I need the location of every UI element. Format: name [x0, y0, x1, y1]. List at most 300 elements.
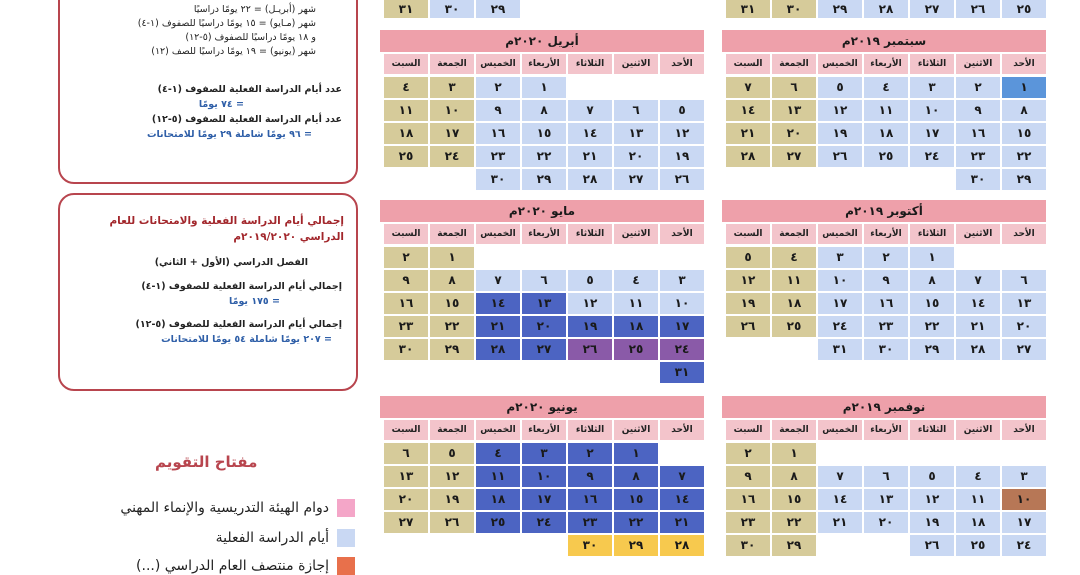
summary-line: عدد أيام الدراسة الفعلية للصفوف (١-٤) [157, 84, 342, 95]
weekday-label: الأربعاء [864, 420, 908, 440]
day-cell: ٣ [818, 247, 862, 268]
summary-line: شهر (مـايو) = ١٥ يومًا دراسيًا للصفوف (١-٤) [137, 18, 316, 29]
day-cell [726, 339, 770, 360]
month-title: سبتمبر ٢٠١٩م [722, 30, 1046, 52]
calendar-april-2020 [380, 30, 704, 190]
day-cell: ٧ [568, 100, 612, 121]
summary-heading: إجمالي أيام الدراسة الفعلية والامتحانات للعام [109, 215, 344, 227]
calendar-cell: ٣١ [384, 0, 428, 18]
day-cell: ٢ [726, 443, 770, 464]
weekday-label: الأربعاء [522, 54, 566, 74]
weekday-label: الخميس [818, 54, 862, 74]
day-cell: ٦ [1002, 270, 1046, 291]
weekday-label: الأحد [660, 224, 704, 244]
day-cell: ٢٠ [864, 512, 908, 533]
day-cell: ١٤ [476, 293, 520, 314]
day-cell: ٢٤ [910, 146, 954, 167]
day-cell: ١٢ [568, 293, 612, 314]
day-cell: ١٤ [660, 489, 704, 510]
weekday-label: الأربعاء [522, 224, 566, 244]
calendar-november-2019 [722, 396, 1046, 556]
day-cell: ١ [772, 443, 816, 464]
day-cell: ٢٤ [430, 146, 474, 167]
day-cell: ٩ [476, 100, 520, 121]
day-cell: ٢٣ [568, 512, 612, 533]
summary-line: شهر (أبريـل) = ٢٢ يومًا دراسيًا [193, 4, 316, 15]
day-cell: ١٦ [956, 123, 1000, 144]
day-cell: ٥ [818, 77, 862, 98]
day-cell: ١٨ [614, 316, 658, 337]
weekday-label: الجمعة [430, 420, 474, 440]
weekday-label: الخميس [476, 54, 520, 74]
calendar-cell [614, 0, 658, 18]
weekday-label: الخميس [818, 420, 862, 440]
weekday-header [380, 224, 704, 244]
legend-swatch [337, 499, 355, 517]
day-cell: ٢٤ [1002, 535, 1046, 556]
day-cell: ١٤ [568, 123, 612, 144]
day-cell: ٣ [910, 77, 954, 98]
day-cell [522, 362, 566, 383]
weekday-label: الخميس [476, 224, 520, 244]
summary-value: = ١٧٥ يومًا [229, 296, 280, 307]
day-cell: ٢٠ [522, 316, 566, 337]
day-cell: ١١ [956, 489, 1000, 510]
day-cell: ٣ [522, 443, 566, 464]
summary-line: عدد أيام الدراسة الفعلية للصفوف (٥-١٢) [151, 114, 342, 125]
day-cell [660, 443, 704, 464]
day-cell [476, 535, 520, 556]
calendar-cell: ٢٦ [956, 0, 1000, 18]
day-cell: ٨ [522, 100, 566, 121]
day-cell [956, 443, 1000, 464]
weekday-label: الاثنين [614, 54, 658, 74]
day-cell: ٦ [384, 443, 428, 464]
day-cell: ٢٦ [910, 535, 954, 556]
day-cell: ١٣ [864, 489, 908, 510]
day-cell: ٣٠ [384, 339, 428, 360]
day-cell: ٢ [956, 77, 1000, 98]
calendar-june-2020 [380, 396, 704, 556]
day-cell: ٨ [772, 466, 816, 487]
day-cell: ٢٤ [660, 339, 704, 360]
day-cell: ١٠ [430, 100, 474, 121]
day-cell: ١٠ [1002, 489, 1046, 510]
day-cell [910, 443, 954, 464]
day-cell: ٩ [568, 466, 612, 487]
legend-item [136, 557, 355, 575]
day-cell: ٨ [614, 466, 658, 487]
day-cell: ٢٩ [430, 339, 474, 360]
day-cell: ٢٣ [476, 146, 520, 167]
calendar-cell: ٣٠ [772, 0, 816, 18]
calendar-cell [568, 0, 612, 18]
calendar-cell [660, 0, 704, 18]
top-strip-right [722, 0, 1046, 18]
day-cell [568, 77, 612, 98]
weekday-label: الجمعة [772, 224, 816, 244]
day-cell: ٢٣ [726, 512, 770, 533]
day-cell: ١٧ [818, 293, 862, 314]
summary-value: = ٧٤ يومًا [198, 99, 244, 110]
day-cell: ٩ [864, 270, 908, 291]
day-cell: ٢٢ [1002, 146, 1046, 167]
day-cell: ٢٧ [522, 339, 566, 360]
day-cell [384, 169, 428, 190]
weekday-label: الثلاثاء [568, 420, 612, 440]
day-cell: ١٤ [726, 100, 770, 121]
day-cell: ٢٢ [614, 512, 658, 533]
weekday-label: الثلاثاء [910, 224, 954, 244]
day-cell: ٢٠ [772, 123, 816, 144]
day-cell: ٢٨ [476, 339, 520, 360]
day-cell: ١٢ [660, 123, 704, 144]
day-cell: ٣١ [660, 362, 704, 383]
day-cell: ٢٩ [910, 339, 954, 360]
day-grid [722, 443, 1046, 556]
weekday-label: الأحد [660, 54, 704, 74]
day-cell: ١٠ [818, 270, 862, 291]
day-cell: ٢٩ [1002, 169, 1046, 190]
day-cell [660, 77, 704, 98]
day-cell: ٢٩ [614, 535, 658, 556]
day-cell: ٢٨ [726, 146, 770, 167]
day-cell: ٣ [660, 270, 704, 291]
weekday-header [722, 224, 1046, 244]
day-cell: ٧ [726, 77, 770, 98]
day-cell: ٢٧ [772, 146, 816, 167]
day-cell [384, 362, 428, 383]
day-cell: ٢٠ [1002, 316, 1046, 337]
day-cell: ٢٦ [726, 316, 770, 337]
day-cell: ١٣ [614, 123, 658, 144]
day-cell: ١٩ [568, 316, 612, 337]
day-cell: ١١ [384, 100, 428, 121]
day-cell: ٨ [910, 270, 954, 291]
weekday-label: الثلاثاء [568, 54, 612, 74]
day-cell: ١ [522, 77, 566, 98]
day-cell [568, 247, 612, 268]
day-grid [722, 77, 1046, 190]
day-grid [380, 443, 704, 556]
day-cell: ٧ [660, 466, 704, 487]
month-title: يونيو ٢٠٢٠م [380, 396, 704, 418]
weekday-label: الأربعاء [864, 224, 908, 244]
day-cell: ١٠ [910, 100, 954, 121]
day-cell: ٢ [864, 247, 908, 268]
day-cell: ٢٥ [772, 316, 816, 337]
weekday-label: الخميس [476, 420, 520, 440]
day-cell: ١٣ [1002, 293, 1046, 314]
calendar-october-2019 [722, 200, 1046, 360]
legend-label: دوام الهيئة التدريسية والإنماء المهني [120, 500, 329, 516]
day-cell: ٨ [1002, 100, 1046, 121]
day-cell: ١٠ [660, 293, 704, 314]
day-cell: ١٩ [818, 123, 862, 144]
day-cell [614, 77, 658, 98]
day-cell: ٤ [614, 270, 658, 291]
weekday-label: الثلاثاء [910, 420, 954, 440]
day-cell: ٢٦ [568, 339, 612, 360]
day-cell [476, 247, 520, 268]
day-cell [956, 247, 1000, 268]
weekday-label: الاثنين [614, 224, 658, 244]
weekday-label: السبت [726, 224, 770, 244]
day-cell: ٤ [476, 443, 520, 464]
day-cell [522, 535, 566, 556]
day-cell [772, 169, 816, 190]
day-cell [1002, 443, 1046, 464]
day-cell: ١٩ [660, 146, 704, 167]
day-grid [722, 247, 1046, 360]
day-cell: ٤ [384, 77, 428, 98]
day-cell: ٤ [864, 77, 908, 98]
weekday-label: الجمعة [772, 420, 816, 440]
day-cell: ١٨ [476, 489, 520, 510]
day-cell [660, 247, 704, 268]
day-cell: ٢٢ [522, 146, 566, 167]
day-cell: ١٩ [726, 293, 770, 314]
day-cell: ٢٧ [1002, 339, 1046, 360]
calendar-cell: ٢٥ [1002, 0, 1046, 18]
weekday-label: الأحد [660, 420, 704, 440]
day-cell: ١٤ [818, 489, 862, 510]
day-cell [864, 443, 908, 464]
day-cell: ١٥ [614, 489, 658, 510]
legend-item [120, 499, 355, 517]
day-cell: ٢٣ [956, 146, 1000, 167]
legend-label: أيام الدراسة الفعلية [215, 530, 329, 546]
calendar-cell: ٢٩ [476, 0, 520, 18]
day-cell: ٩ [956, 100, 1000, 121]
calendar-september-2019 [722, 30, 1046, 190]
day-cell: ٦ [772, 77, 816, 98]
day-grid [380, 247, 704, 383]
summary-value: = ٩٦ يومًا شاملة ٢٩ يومًا للامتحانات [146, 129, 312, 140]
day-cell: ٤ [956, 466, 1000, 487]
weekday-label: الثلاثاء [568, 224, 612, 244]
weekday-label: السبت [384, 420, 428, 440]
day-cell: ٩ [726, 466, 770, 487]
day-cell: ١٢ [430, 466, 474, 487]
day-cell: ٢٩ [772, 535, 816, 556]
day-cell: ٦ [522, 270, 566, 291]
day-cell: ١٧ [910, 123, 954, 144]
day-cell: ١٦ [384, 293, 428, 314]
day-cell: ١٠ [522, 466, 566, 487]
day-cell [864, 535, 908, 556]
day-cell: ٩ [384, 270, 428, 291]
day-cell: ١٢ [726, 270, 770, 291]
legend-label: إجازة منتصف العام الدراسي (...) [136, 558, 329, 574]
weekday-label: السبت [726, 420, 770, 440]
day-cell: ٢١ [476, 316, 520, 337]
day-cell: ٢ [568, 443, 612, 464]
day-cell: ٢٦ [660, 169, 704, 190]
weekday-label: الاثنين [956, 420, 1000, 440]
day-cell: ٣ [430, 77, 474, 98]
day-cell: ٢٣ [384, 316, 428, 337]
summary-heading: الدراسي ٢٠١٩/٢٠٢٠م [233, 231, 344, 243]
day-cell: ١٩ [910, 512, 954, 533]
weekday-header [722, 420, 1046, 440]
day-cell: ٨ [430, 270, 474, 291]
calendar-cell: ٢٨ [864, 0, 908, 18]
summary-line: إجمالي أيام الدراسة الفعلية للصفوف (٥-١٢) [135, 319, 342, 330]
day-cell: ٢٥ [476, 512, 520, 533]
calendar-cell: ٢٧ [910, 0, 954, 18]
day-cell: ١٣ [772, 100, 816, 121]
month-title: أكتوبر ٢٠١٩م [722, 200, 1046, 222]
day-cell: ٧ [476, 270, 520, 291]
day-cell: ٢٦ [818, 146, 862, 167]
legend-item [216, 529, 355, 547]
weekday-label: الأحد [1002, 420, 1046, 440]
day-cell: ٢٤ [522, 512, 566, 533]
day-cell: ٢٥ [384, 146, 428, 167]
day-cell: ٢٢ [772, 512, 816, 533]
day-cell: ٢٥ [864, 146, 908, 167]
day-cell: ٢٢ [430, 316, 474, 337]
legend-swatch [337, 529, 355, 547]
day-cell: ١١ [864, 100, 908, 121]
day-cell: ٢٩ [522, 169, 566, 190]
weekday-label: الجمعة [430, 224, 474, 244]
day-cell: ٥ [910, 466, 954, 487]
top-strip-left [380, 0, 704, 18]
day-cell: ٢١ [726, 123, 770, 144]
day-cell [726, 169, 770, 190]
summary-value: = ٢٠٧ يومًا شاملة ٥٤ يومًا للامتحانات [161, 334, 332, 345]
day-cell: ٢٢ [910, 316, 954, 337]
legend-swatch [337, 557, 355, 575]
day-cell [430, 535, 474, 556]
day-cell: ١١ [614, 293, 658, 314]
day-cell: ١٢ [818, 100, 862, 121]
day-cell: ٢٣ [864, 316, 908, 337]
day-cell: ١٧ [430, 123, 474, 144]
day-cell: ١ [614, 443, 658, 464]
day-cell: ١٨ [864, 123, 908, 144]
day-cell: ٢١ [956, 316, 1000, 337]
summary-box-term2 [58, 0, 358, 184]
summary-line: شهر (يونيو) = ١٩ يومًا دراسيًا للصف (١٢) [151, 46, 316, 57]
day-cell: ٣ [1002, 466, 1046, 487]
day-cell [818, 443, 862, 464]
legend-title: مفتاح التقويم [155, 453, 258, 471]
day-cell: ١٢ [910, 489, 954, 510]
day-cell: ٧ [818, 466, 862, 487]
day-cell: ٢ [476, 77, 520, 98]
day-cell: ١٦ [864, 293, 908, 314]
day-cell: ٢٨ [660, 535, 704, 556]
day-cell: ٣٠ [568, 535, 612, 556]
day-cell: ٢٠ [384, 489, 428, 510]
day-cell: ٣٠ [864, 339, 908, 360]
day-cell: ٧ [956, 270, 1000, 291]
weekday-label: الأحد [1002, 54, 1046, 74]
calendar-cell: ٣١ [726, 0, 770, 18]
weekday-label: الثلاثاء [910, 54, 954, 74]
summary-box-year [58, 193, 358, 391]
summary-line: و ١٨ يومًا دراسيًا للصفوف (٥-١٢) [185, 32, 316, 43]
day-cell: ١٥ [772, 489, 816, 510]
day-cell: ١٥ [522, 123, 566, 144]
day-cell: ٦ [864, 466, 908, 487]
calendar-cell [522, 0, 566, 18]
day-cell: ٥ [726, 247, 770, 268]
weekday-label: السبت [726, 54, 770, 74]
day-cell [818, 169, 862, 190]
day-cell [476, 362, 520, 383]
weekday-label: الجمعة [430, 54, 474, 74]
day-cell [568, 362, 612, 383]
day-cell [384, 535, 428, 556]
summary-line: إجمالي أيام الدراسة الفعلية للصفوف (١-٤) [141, 281, 342, 292]
day-cell: ١ [1002, 77, 1046, 98]
day-cell: ٢٤ [818, 316, 862, 337]
day-cell: ٢٦ [430, 512, 474, 533]
day-cell: ١٣ [384, 466, 428, 487]
day-cell: ٣١ [818, 339, 862, 360]
day-cell: ١٦ [568, 489, 612, 510]
day-cell: ٢٨ [568, 169, 612, 190]
day-cell: ٥ [568, 270, 612, 291]
day-cell: ١٧ [1002, 512, 1046, 533]
calendar-cell: ٢٩ [818, 0, 862, 18]
weekday-label: الاثنين [956, 224, 1000, 244]
day-cell: ١٥ [430, 293, 474, 314]
month-title: نوفمبر ٢٠١٩م [722, 396, 1046, 418]
month-title: مايو ٢٠٢٠م [380, 200, 704, 222]
weekday-label: السبت [384, 54, 428, 74]
day-cell: ١٤ [956, 293, 1000, 314]
day-cell: ١ [910, 247, 954, 268]
weekday-label: الخميس [818, 224, 862, 244]
summary-line: الفصل الدراسي (الأول + الثاني) [154, 257, 308, 268]
weekday-label: الجمعة [772, 54, 816, 74]
day-cell: ٢١ [568, 146, 612, 167]
weekday-label: الأربعاء [522, 420, 566, 440]
day-cell [430, 362, 474, 383]
weekday-label: السبت [384, 224, 428, 244]
weekday-label: الأربعاء [864, 54, 908, 74]
weekday-header [380, 54, 704, 74]
day-cell [772, 339, 816, 360]
day-cell: ١٨ [384, 123, 428, 144]
day-cell [1002, 247, 1046, 268]
weekday-label: الاثنين [956, 54, 1000, 74]
weekday-label: الأحد [1002, 224, 1046, 244]
day-cell: ٣٠ [726, 535, 770, 556]
calendar-may-2020 [380, 200, 704, 383]
day-cell: ٢١ [818, 512, 862, 533]
day-cell: ١٣ [522, 293, 566, 314]
day-cell: ٢٧ [614, 169, 658, 190]
day-cell [430, 169, 474, 190]
day-cell [614, 247, 658, 268]
day-cell: ١٨ [772, 293, 816, 314]
day-cell: ١٦ [726, 489, 770, 510]
day-cell: ١١ [476, 466, 520, 487]
weekday-header [380, 420, 704, 440]
weekday-label: الاثنين [614, 420, 658, 440]
day-cell: ١٧ [660, 316, 704, 337]
day-cell [818, 535, 862, 556]
day-cell: ٦ [614, 100, 658, 121]
day-cell: ٢١ [660, 512, 704, 533]
day-cell [910, 169, 954, 190]
